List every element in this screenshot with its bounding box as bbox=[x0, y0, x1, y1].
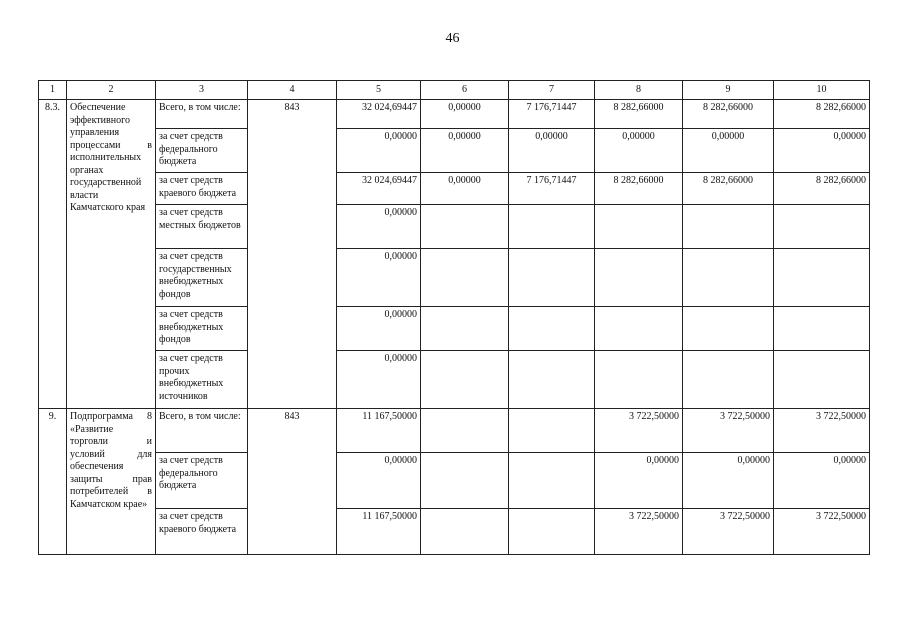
value-cell: 0,00000 bbox=[337, 205, 421, 249]
value-cell: 0,00000 bbox=[683, 453, 774, 509]
funding-source-cell: за счет средств федерального бюджета bbox=[156, 129, 248, 173]
value-cell bbox=[595, 249, 683, 307]
header-cell: 2 bbox=[67, 81, 156, 100]
value-cell: 7 176,71447 bbox=[509, 100, 595, 129]
header-cell: 9 bbox=[683, 81, 774, 100]
value-cell: 0,00000 bbox=[683, 129, 774, 173]
row-number-cell: 9. bbox=[39, 409, 67, 555]
value-cell bbox=[509, 509, 595, 555]
value-cell bbox=[683, 205, 774, 249]
value-cell: 0,00000 bbox=[421, 100, 509, 129]
value-cell: 0,00000 bbox=[421, 173, 509, 205]
value-cell bbox=[683, 351, 774, 409]
value-cell bbox=[509, 453, 595, 509]
table-row bbox=[39, 453, 870, 509]
funding-source-cell: за счет средств внебюджетных фондов bbox=[156, 307, 248, 351]
funding-source-cell: Всего, в том числе: bbox=[156, 100, 248, 129]
funding-source-cell: Всего, в том числе: bbox=[156, 409, 248, 453]
header-cell: 3 bbox=[156, 81, 248, 100]
code-cell: 843 bbox=[248, 409, 337, 555]
value-cell: 3 722,50000 bbox=[683, 409, 774, 453]
value-cell: 0,00000 bbox=[337, 249, 421, 307]
table-row bbox=[39, 409, 870, 453]
value-cell: 8 282,66000 bbox=[774, 100, 870, 129]
value-cell bbox=[595, 351, 683, 409]
value-cell bbox=[421, 509, 509, 555]
value-cell: 32 024,69447 bbox=[337, 100, 421, 129]
header-cell: 8 bbox=[595, 81, 683, 100]
header-cell: 4 bbox=[248, 81, 337, 100]
value-cell: 32 024,69447 bbox=[337, 173, 421, 205]
value-cell: 0,00000 bbox=[337, 453, 421, 509]
value-cell: 3 722,50000 bbox=[774, 409, 870, 453]
value-cell: 0,00000 bbox=[774, 453, 870, 509]
value-cell bbox=[509, 307, 595, 351]
program-title-cell: Подпрограмма 8 «Развитие торговли и условий для обеспечения защиты прав потребителей в Камчатском крае» bbox=[67, 409, 156, 555]
table-row bbox=[39, 100, 870, 129]
value-cell bbox=[421, 351, 509, 409]
table-row bbox=[39, 129, 870, 173]
value-cell bbox=[774, 205, 870, 249]
value-cell: 3 722,50000 bbox=[683, 509, 774, 555]
value-cell: 0,00000 bbox=[337, 129, 421, 173]
value-cell: 11 167,50000 bbox=[337, 509, 421, 555]
table-row bbox=[39, 205, 870, 249]
value-cell bbox=[421, 307, 509, 351]
table-row bbox=[39, 307, 870, 351]
page-number: 46 bbox=[445, 31, 460, 46]
value-cell: 3 722,50000 bbox=[595, 509, 683, 555]
value-cell bbox=[421, 409, 509, 453]
value-cell: 0,00000 bbox=[595, 453, 683, 509]
header-cell: 6 bbox=[421, 81, 509, 100]
header-cell: 10 bbox=[774, 81, 870, 100]
value-cell bbox=[509, 351, 595, 409]
value-cell: 8 282,66000 bbox=[683, 100, 774, 129]
value-cell: 8 282,66000 bbox=[595, 173, 683, 205]
value-cell bbox=[421, 453, 509, 509]
value-cell bbox=[421, 205, 509, 249]
value-cell: 3 722,50000 bbox=[595, 409, 683, 453]
value-cell: 8 282,66000 bbox=[683, 173, 774, 205]
value-cell: 0,00000 bbox=[509, 129, 595, 173]
table-body bbox=[39, 81, 870, 555]
row-number-cell: 8.3. bbox=[39, 100, 67, 409]
value-cell: 0,00000 bbox=[595, 129, 683, 173]
funding-source-cell: за счет средств краевого бюджета bbox=[156, 173, 248, 205]
header-cell: 1 bbox=[39, 81, 67, 100]
table-row bbox=[39, 351, 870, 409]
value-cell bbox=[509, 409, 595, 453]
header-cell: 5 bbox=[337, 81, 421, 100]
value-cell bbox=[595, 307, 683, 351]
program-title-cell: Обеспечение эффективного управления процессами в исполнительных органах государственной власти Камчатского края bbox=[67, 100, 156, 409]
value-cell: 0,00000 bbox=[774, 129, 870, 173]
value-cell bbox=[509, 249, 595, 307]
budget-table bbox=[38, 80, 870, 555]
table-row bbox=[39, 173, 870, 205]
value-cell: 0,00000 bbox=[421, 129, 509, 173]
value-cell bbox=[774, 351, 870, 409]
value-cell bbox=[774, 307, 870, 351]
table-row bbox=[39, 509, 870, 555]
header-cell: 7 bbox=[509, 81, 595, 100]
value-cell bbox=[421, 249, 509, 307]
funding-source-cell: за счет средств федерального бюджета bbox=[156, 453, 248, 509]
value-cell bbox=[683, 307, 774, 351]
header-row bbox=[39, 81, 870, 100]
value-cell: 8 282,66000 bbox=[595, 100, 683, 129]
funding-source-cell: за счет средств прочих внебюджетных источников bbox=[156, 351, 248, 409]
value-cell: 11 167,50000 bbox=[337, 409, 421, 453]
value-cell bbox=[774, 249, 870, 307]
value-cell bbox=[509, 205, 595, 249]
funding-source-cell: за счет средств местных бюджетов bbox=[156, 205, 248, 249]
value-cell bbox=[595, 205, 683, 249]
value-cell: 3 722,50000 bbox=[774, 509, 870, 555]
funding-source-cell: за счет средств государственных внебюджетных фондов bbox=[156, 249, 248, 307]
value-cell: 0,00000 bbox=[337, 307, 421, 351]
funding-source-cell: за счет средств краевого бюджета bbox=[156, 509, 248, 555]
value-cell: 8 282,66000 bbox=[774, 173, 870, 205]
value-cell bbox=[683, 249, 774, 307]
value-cell: 0,00000 bbox=[337, 351, 421, 409]
table-row bbox=[39, 249, 870, 307]
code-cell: 843 bbox=[248, 100, 337, 409]
value-cell: 7 176,71447 bbox=[509, 173, 595, 205]
